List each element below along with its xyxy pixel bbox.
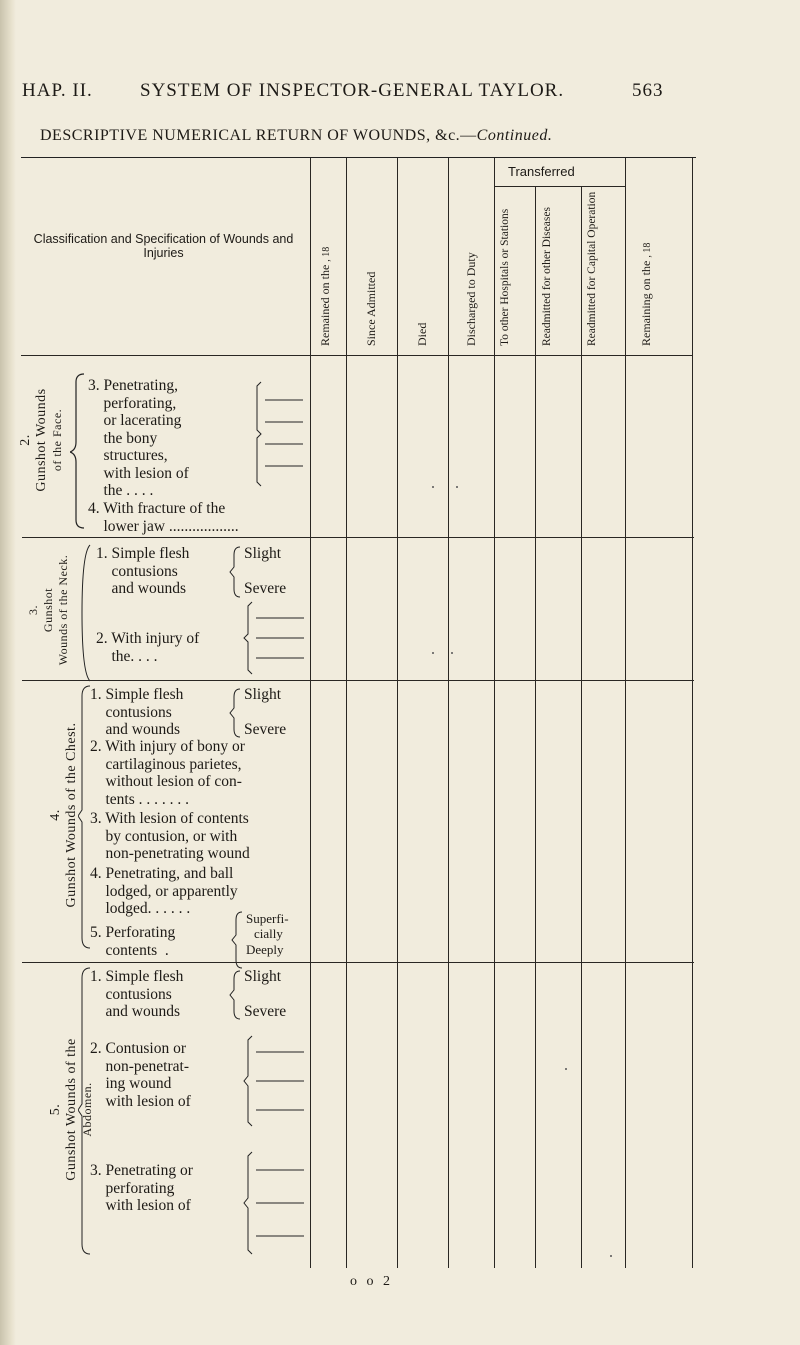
column-rule	[494, 158, 495, 1268]
chest-options-brace	[228, 687, 244, 739]
abdomen-blank-brace-1	[236, 1034, 306, 1128]
abdomen-entry-1: 1. Simple flesh contusions and wounds	[90, 968, 184, 1020]
table-title-continued: Continued.	[476, 127, 553, 144]
chest-option-superficially: Superfi-	[246, 911, 289, 926]
abdomen-entry-3: 3. Penetrating or perforating with lesion of	[90, 1162, 193, 1214]
column-rule	[535, 186, 536, 1268]
abdomen-options-brace	[228, 969, 244, 1021]
chest-option-cially: cially	[254, 926, 283, 941]
column-rule	[397, 158, 398, 1268]
print-mark	[451, 652, 453, 654]
classification-header: Classification and Specification of Wounds and Injuries	[33, 232, 294, 260]
chest-entry-4: 4. Penetrating, and ball lodged, or apparently lodged. . . . . .	[90, 865, 238, 917]
header-bottom-rule	[21, 355, 693, 356]
section-neck-label: 3. Gunshot Wounds of the Neck.	[26, 554, 70, 666]
abdomen-entry-2: 2. Contusion or non-penetrat- ing wound with lesion of	[90, 1040, 191, 1110]
column-rule	[310, 158, 311, 1268]
section-rule	[22, 962, 694, 963]
chest-entry-5: 5. Perforating contents .	[90, 924, 176, 959]
neck-brace	[78, 543, 92, 683]
chest-option-slight: Slight	[244, 686, 282, 703]
col-readmitted-other: Readmitted for other Diseases	[541, 207, 553, 346]
transferred-header: Transferred	[508, 164, 575, 179]
col-remaining: Remaining on the , 18	[639, 242, 653, 346]
neck-option-slight: Slight	[244, 545, 282, 562]
column-rule	[581, 186, 582, 1268]
page-binding-edge	[0, 0, 16, 1345]
face-entry-4: 4. With fracture of the lower jaw ..................	[88, 500, 239, 535]
section-face-label: 2. Gunshot Wounds of the Face.	[18, 388, 64, 492]
table-title-main: DESCRIPTIVE NUMERICAL RETURN OF WOUNDS, &c.—	[40, 127, 477, 144]
print-mark	[432, 486, 434, 488]
section-rule	[22, 537, 694, 538]
col-readmitted-capital: Readmitted for Capital Operation	[586, 191, 598, 346]
section-chest-label: 4. Gunshot Wounds of the Chest.	[48, 722, 79, 908]
face-blank-brace	[255, 378, 305, 490]
section-rule	[22, 680, 694, 681]
print-mark	[456, 486, 458, 488]
signature-mark: o o 2	[350, 1274, 393, 1289]
neck-entry-2: 2. With injury of the. . . .	[96, 630, 200, 665]
column-rule	[625, 158, 626, 1268]
chest-entry-2: 2. With injury of bony or cartilaginous parietes, without lesion of con- tents . . . . . . .	[90, 738, 245, 808]
abdomen-option-severe: Severe	[244, 1003, 287, 1020]
chest-perforating-brace	[230, 910, 244, 970]
chapter-label: HAP. II.	[22, 80, 93, 101]
abdomen-option-slight: Slight	[244, 968, 282, 985]
face-entry-3: 3. Penetrating, perforating, or lacerating the bony structures, with lesion of the . . . .	[88, 377, 189, 499]
col-to-other-hospitals: To other Hospitals or Stations	[499, 208, 511, 346]
neck-option-severe: Severe	[244, 580, 287, 597]
chest-entry-3: 3. With lesion of contents by contusion, or with non-penetrating wound	[90, 810, 250, 862]
chest-option-severe: Severe	[244, 721, 287, 738]
neck-entry-1: 1. Simple flesh contusions and wounds	[96, 545, 190, 597]
abdomen-blank-brace-2	[236, 1150, 306, 1256]
face-brace	[70, 372, 90, 532]
print-mark	[565, 1068, 567, 1070]
chest-option-deeply: Deeply	[246, 942, 284, 957]
section-abdomen-label: 5. Gunshot Wounds of the Abdomen.	[48, 1038, 94, 1181]
col-died: Died	[415, 322, 429, 346]
column-rule	[448, 158, 449, 1268]
print-mark	[610, 1255, 612, 1257]
transferred-rule	[494, 186, 625, 187]
chest-entry-1: 1. Simple flesh contusions and wounds	[90, 686, 184, 738]
col-remained: Remained on the , 18	[318, 246, 332, 346]
col-discharged: Discharged to Duty	[464, 252, 478, 346]
table-title	[40, 127, 552, 145]
column-rule	[346, 158, 347, 1268]
page-title: SYSTEM OF INSPECTOR-GENERAL TAYLOR.	[140, 80, 565, 101]
column-rule	[692, 158, 693, 1268]
print-mark	[432, 652, 434, 654]
col-since-admitted: Since Admitted	[364, 271, 378, 346]
neck-blank-brace	[236, 598, 306, 678]
page-number: 563	[632, 80, 664, 101]
neck-options-brace	[228, 545, 244, 599]
